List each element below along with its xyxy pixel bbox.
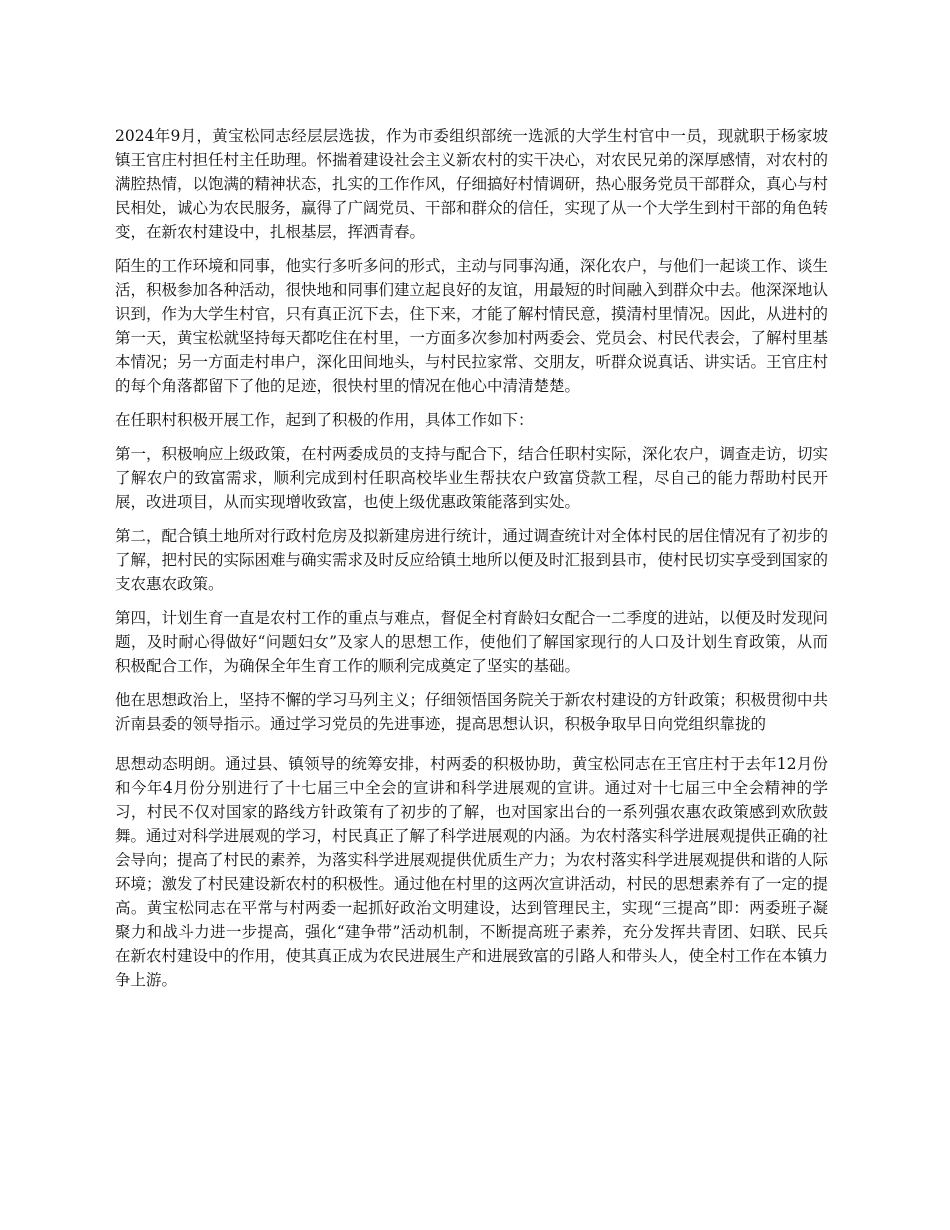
paragraph-political-study: 他在思想政治上，坚持不懈的学习马列主义；仔细领悟国务院关于新农村建设的方针政策；积极贯彻中共沂南县委的领导指示。通过学习党员的先进事迹，提高思想认识，积极争取早日向党组织靠拢的 <box>115 691 829 733</box>
paragraph-intro: 2024年9月，黄宝松同志经层层选拔，作为市委组织部统一选派的大学生村官中一员，现就职于杨家坡镇王官庄村担任村主任助理。怀揣着建设社会主义新农村的实干决心，对农民兄弟的深厚感情，对农村的满腔热情，以饱满的精神状态，扎实的工作作风，仔细搞好村情调研，热心服务党员干部群众，真心与村民相处，诚心为农民服务，赢得了广阔党员、干部和群众的信任，实现了从一个大学生到村干部的角色转变，在新农村建设中，扎根基层，挥洒青春。 <box>115 127 829 241</box>
paragraph-integration: 陌生的工作环境和同事，他实行多听多问的形式，主动与同事沟通，深化农户，与他们一起谈工作、谈生活，积极参加各种活动，很快地和同事们建立起良好的友谊，用最短的时间融入到群众中去。他深深地认识到，作为大学生村官，只有真正沉下去，住下来，才能了解村情民意，摸清村里情况。因此，从进村的第一天，黄宝松就坚持每天都吃住在村里，一方面多次参加村两委会、党员会、村民代表会，了解村里基本情况；另一方面走村串户，深化田间地头，与村民拉家常、交朋友，听群众说真话、讲实话。王官庄村的每个角落都留下了他的足迹，很快村里的情况在他心中清清楚楚。 <box>115 257 829 395</box>
paragraph-work-overview: 在任职村积极开展工作，起到了积极的作用，具体工作如下： <box>115 411 534 429</box>
paragraph-work-item-1: 第一，积极响应上级政策，在村两委成员的支持与配合下，结合任职村实际，深化农户，调查走访，切实了解农户的致富需求，顺利完成到村任职高校毕业生帮扶农户致富贷款工程，尽自己的能力帮助村民开展，改进项目，从而实现增收致富，也使上级优惠政策能落到实处。 <box>115 445 829 511</box>
paragraph-work-item-4: 第四，计划生育一直是农村工作的重点与难点，督促全村育龄妇女配合一二季度的进站，以便及时发现问题，及时耐心得做好“问题妇女”及家人的思想工作，使他们了解国家现行的人口及计划生育政策，从而积极配合工作，为确保全年生育工作的顺利完成奠定了坚实的基础。 <box>115 609 829 675</box>
paragraph-outreach: 思想动态明朗。通过县、镇领导的统筹安排，村两委的积极协助，黄宝松同志在王官庄村于去年12月份和今年4月份分别进行了十七届三中全会的宣讲和科学进展观的宣讲。通过对十七届三中全会精神的学习，村民不仅对国家的路线方针政策有了初步的了解，也对国家出台的一系列强农惠农政策感到欢欣鼓舞。通过对科学进展观的学习，村民真正了解了科学进展观的内涵。为农村落实科学进展观提供正确的社会导向；提高了村民的素养，为落实科学进展观提供优质生产力；为农村落实科学进展观提供和谐的人际环境；激发了村民建设新农村的积极性。通过他在村里的这两次宣讲活动，村民的思想素养有了一定的提高。黄宝松同志在平常与村两委一起抓好政治文明建设，达到管理民主，实现“三提高”即：两委班子凝聚力和战斗力进一步提高，强化“建争带”活动机制，不断提高班子素养，充分发挥共青团、妇联、民兵在新农村建设中的作用，使其真正成为农民进展生产和进展致富的引路人和带头人，使全村工作在本镇力争上游。 <box>115 755 829 989</box>
paragraph-work-item-2: 第二，配合镇土地所对行政村危房及拟新建房进行统计，通过调查统计对全体村民的居住情况有了初步的了解，把村民的实际困难与确实需求及时反应给镇土地所以便及时汇报到县市，使村民切实享受到国家的支农惠农政策。 <box>115 527 829 593</box>
document-body <box>115 124 828 1002</box>
